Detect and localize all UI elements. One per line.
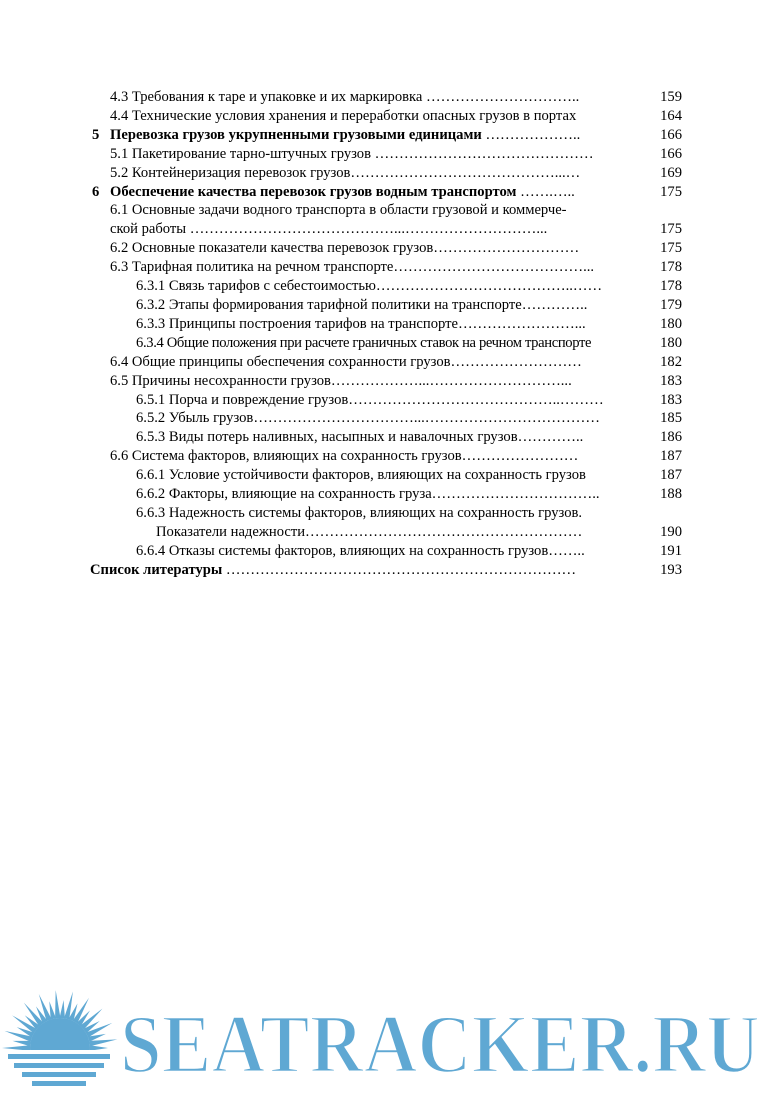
sun-ray <box>89 1039 117 1046</box>
toc-page-number: 190 <box>660 523 682 540</box>
toc-entry-title: 6.6 Система факторов, влияющих на сохранность грузов…………………… <box>110 448 579 465</box>
toc-page-number: 175 <box>660 183 682 200</box>
sun-ray <box>2 1045 30 1050</box>
toc-entry-6-2[interactable] <box>90 239 686 258</box>
sun-ray <box>13 1041 31 1046</box>
toc-entry-title: 6.5.1 Порча и повреждение грузов……………………………………..……… <box>136 391 604 408</box>
toc-entry-title: 6.6.2 Факторы, влияющие на сохранность груза…………………………….. <box>136 486 600 503</box>
toc-entry-6-3-2[interactable] <box>90 296 686 315</box>
toc-page-number: 175 <box>660 240 682 257</box>
sun-ray <box>60 1000 65 1018</box>
toc-entry-title: 6.4 Общие принципы обеспечения сохранности грузов……………………… <box>110 353 582 370</box>
toc-page-number: 188 <box>660 486 682 503</box>
toc-entry-6-6-1[interactable] <box>90 466 686 485</box>
toc-entry-6-3-1[interactable] <box>90 277 686 296</box>
toc-entry-6-6[interactable] <box>90 447 686 466</box>
toc-bibliography[interactable] <box>90 561 686 580</box>
toc-chapter-number: 5 <box>92 126 100 143</box>
toc-bibliography-title: Список литературы <box>90 561 223 578</box>
toc-page-number: 186 <box>660 429 682 446</box>
toc-entry-5-1[interactable] <box>90 145 686 164</box>
toc-entry-title: 6.6.1 Условие устойчивости факторов, влияющих на сохранность грузов <box>136 467 586 484</box>
sun-ray <box>55 990 60 1018</box>
toc-page-number: 191 <box>660 542 682 559</box>
toc-entry-6-3-3[interactable] <box>90 315 686 334</box>
toc-entry-title: 6.2 Основные показатели качества перевозок грузов………………………… <box>110 240 580 257</box>
toc-page-number: 178 <box>660 278 682 295</box>
toc-entry-6-5-3[interactable] <box>90 428 686 447</box>
toc-entry-title: 6.5.2 Убыль грузов……………………………...……………………………… <box>136 410 600 427</box>
toc-leader-dots: ……………………………………………………………… <box>222 561 577 578</box>
toc-chapter-6[interactable] <box>90 183 686 202</box>
toc-entry-title-continued: Показатели надежности………………………………………………… <box>156 523 583 540</box>
toc-entry-6-3-4[interactable] <box>90 334 686 353</box>
seatracker-watermark <box>0 980 771 1095</box>
toc-entry-title: 6.5 Причины несохранности грузов………………...………………………... <box>110 372 572 389</box>
toc-page-number: 159 <box>660 89 682 105</box>
toc-entry-title: 5.1 Пакетирование тарно-штучных грузов ……………………………………… <box>110 145 594 162</box>
toc-leader-dots: ……………….. <box>481 126 581 143</box>
toc-page-number: 187 <box>660 448 682 465</box>
sun-logo-icon <box>0 990 125 1095</box>
toc-page-number: 187 <box>660 467 682 484</box>
toc-entry-title: 6.3.3 Принципы построения тарифов на транспорте……………………... <box>136 315 586 332</box>
toc-entry-6-5-2[interactable] <box>90 409 686 428</box>
toc-page-number: 180 <box>660 315 682 332</box>
toc-leader-dots: …….….. <box>516 183 575 200</box>
toc-page-number: 193 <box>660 561 682 578</box>
toc-entry-6-1[interactable] <box>90 201 686 239</box>
toc-page-number: 175 <box>660 221 682 238</box>
toc-entry-5-2[interactable] <box>90 164 686 183</box>
toc-chapter-title: Обеспечение качества перевозок грузов водным транспортом <box>110 183 517 200</box>
table-of-contents <box>90 88 686 580</box>
toc-entry-6-3[interactable] <box>90 258 686 277</box>
toc-entry-title: 6.6.3 Надежность системы факторов, влияющих на сохранность грузов. <box>136 504 583 521</box>
toc-chapter-title: Перевозка грузов укрупненными грузовыми единицами <box>110 126 482 143</box>
toc-page-number: 180 <box>660 334 682 351</box>
toc-page-number: 183 <box>660 372 682 389</box>
toc-chapter-5[interactable] <box>90 126 686 145</box>
toc-page-number: 179 <box>660 296 682 313</box>
toc-entry-title: 6.1 Основные задачи водного транспорта в области грузовой и коммерче- <box>110 202 567 219</box>
toc-entry-4-3[interactable] <box>90 88 686 107</box>
toc-entry-title: 4.3 Требования к таре и упаковке и их маркировка ………………………….. <box>110 89 580 105</box>
toc-page-number: 183 <box>660 391 682 408</box>
toc-entry-title: 6.6.4 Отказы системы факторов, влияющих на сохранность грузов…….. <box>136 542 585 559</box>
toc-entry-title: 6.3.2 Этапы формирования тарифной политики на транспорте………….. <box>136 296 588 313</box>
toc-entry-title-continued: ской работы ……………………………………...………………………... <box>110 221 548 238</box>
toc-page-number: 166 <box>660 145 682 162</box>
toc-entry-title: 5.2 Контейнеризация перевозок грузов……………………………………...… <box>110 164 581 181</box>
toc-page-number: 178 <box>660 259 682 276</box>
toc-entry-6-6-4[interactable] <box>90 542 686 561</box>
toc-chapter-number: 6 <box>92 183 100 200</box>
toc-page-number: 182 <box>660 353 682 370</box>
toc-entry-title: 6.3.4 Общие положения при расчете граничных ставок на речном транспорте <box>136 334 592 351</box>
toc-page-number: 169 <box>660 164 682 181</box>
watermark-text: SEATRACKER.RU <box>120 998 760 1091</box>
toc-page-number: 185 <box>660 410 682 427</box>
toc-page-number: 164 <box>660 107 682 124</box>
toc-entry-6-5[interactable] <box>90 372 686 391</box>
toc-entry-title: 4.4 Технические условия хранения и переработки опасных грузов в портах <box>110 107 577 124</box>
toc-entry-title: 6.5.3 Виды потерь наливных, насыпных и навалочных грузов………….. <box>136 429 584 446</box>
toc-entry-title: 6.3.1 Связь тарифов с себестоимостью…………………………………..…… <box>136 278 603 295</box>
toc-entry-6-6-2[interactable] <box>90 485 686 504</box>
toc-entry-6-6-3[interactable] <box>90 504 686 542</box>
toc-entry-6-5-1[interactable] <box>90 391 686 410</box>
toc-page-number: 166 <box>660 126 682 143</box>
toc-entry-4-4[interactable] <box>90 107 686 126</box>
sun-ray <box>90 1045 108 1050</box>
toc-entry-6-4[interactable] <box>90 353 686 372</box>
toc-entry-title: 6.3 Тарифная политика на речном транспорте…………………………………... <box>110 259 595 276</box>
